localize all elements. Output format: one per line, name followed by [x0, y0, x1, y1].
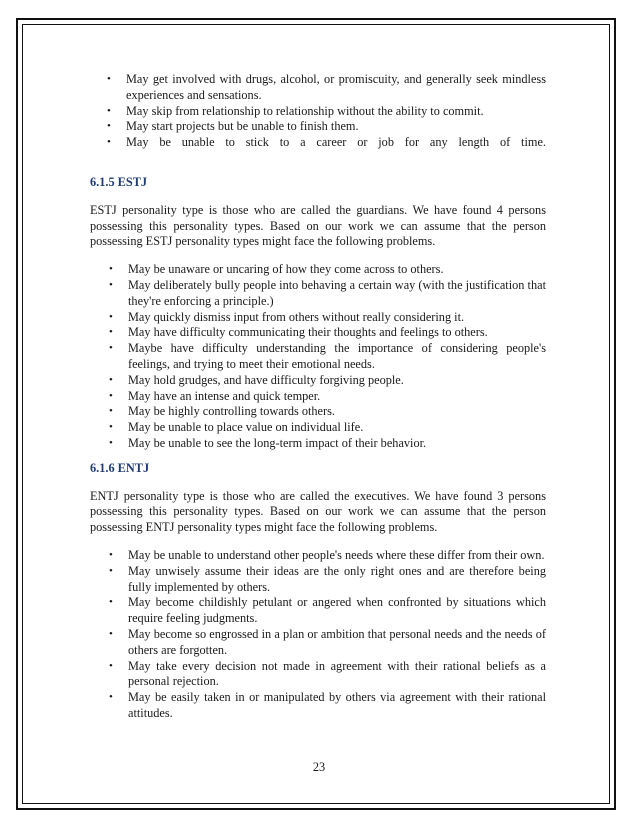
bullet-icon: •: [109, 278, 113, 291]
bullet-icon: •: [109, 659, 113, 672]
bullet-icon: •: [109, 564, 113, 577]
list-item: • May quickly dismiss input from others without really considering it.: [109, 309, 465, 324]
bullet-icon: •: [109, 691, 113, 704]
list-item: • May be unable to see the long-term impact of their behavior.: [109, 435, 427, 450]
list-item: • May be unable to place value on individual life.: [109, 420, 364, 435]
bullet-icon: •: [109, 326, 113, 339]
entj-bullet-list: [90, 548, 546, 722]
page-number: 23: [312, 760, 326, 774]
bullet-icon: •: [107, 120, 111, 133]
page-content: [90, 72, 546, 722]
list-item: • May be unable to understand other people's needs where these differ from their own.: [109, 547, 545, 562]
bullet-icon: •: [107, 104, 111, 117]
entj-paragraph: ENTJ personality type is those who are called the executives. We have found 3 persons possessing this personality types. Based on our work we can assume that the person possessing ENTJ personality types might face the following problems.: [90, 488, 546, 535]
bullet-icon: •: [109, 548, 113, 561]
section-heading-entj: 6.1.6 ENTJ: [90, 460, 150, 475]
list-item: • May start projects but be unable to finish them.: [107, 119, 359, 134]
list-item: • May take every decision not made in agreement with their rational beliefs as a personal rejection.: [109, 658, 546, 689]
list-item: • May unwisely assume their ideas are the only right ones and are therefore being fully implemented by others.: [109, 563, 546, 594]
list-item: • May be unable to stick to a career or job for any length of time.: [107, 135, 546, 150]
estj-bullet-list: [90, 262, 546, 452]
bullet-icon: •: [109, 436, 113, 449]
list-item: • May have an intense and quick temper.: [109, 388, 321, 403]
list-item: • May be highly controlling towards others.: [109, 404, 335, 419]
bullet-icon: •: [109, 405, 113, 418]
list-item: • Maybe have difficulty understanding the importance of considering people's feelings, and trying to meet their emotional needs.: [109, 341, 546, 371]
bullet-icon: •: [109, 310, 113, 323]
list-item: • May deliberately bully people into behaving a certain way (with the justification that they're enforcing a principle.): [109, 277, 546, 308]
bullet-icon: •: [109, 342, 113, 355]
list-item: • May have difficulty communicating their thoughts and feelings to others.: [109, 325, 488, 340]
list-item: • May be unaware or uncaring of how they come across to others.: [109, 262, 444, 277]
list-item: • May become childishly petulant or angered when confronted by situations which require feeling judgments.: [109, 595, 546, 626]
list-item: • May hold grudges, and have difficulty forgiving people.: [109, 372, 404, 387]
list-item: • May get involved with drugs, alcohol, or promiscuity, and generally seek mindless experiences and sensations.: [107, 72, 546, 102]
bullet-icon: •: [109, 627, 113, 640]
section-heading-estj: 6.1.5 ESTJ: [90, 174, 148, 189]
top-bullet-list: [88, 72, 546, 151]
bullet-icon: •: [109, 421, 113, 434]
bullet-icon: •: [109, 263, 113, 276]
bullet-icon: •: [109, 389, 113, 402]
bullet-icon: •: [109, 373, 113, 386]
list-item: • May be easily taken in or manipulated by others via agreement with their rational attitudes.: [109, 690, 546, 720]
list-item: • May skip from relationship to relationship without the ability to commit.: [107, 103, 484, 118]
list-item: • May become so engrossed in a plan or ambition that personal needs and the needs of others are forgotten.: [109, 626, 546, 657]
bullet-icon: •: [109, 596, 113, 609]
bullet-icon: •: [107, 136, 111, 149]
estj-paragraph: ESTJ personality type is those who are called the guardians. We have found 4 persons possessing this personality types. Based on our work we can assume that the person possessing ESTJ personality types might face the following problems.: [90, 202, 546, 249]
bullet-icon: •: [107, 73, 111, 85]
